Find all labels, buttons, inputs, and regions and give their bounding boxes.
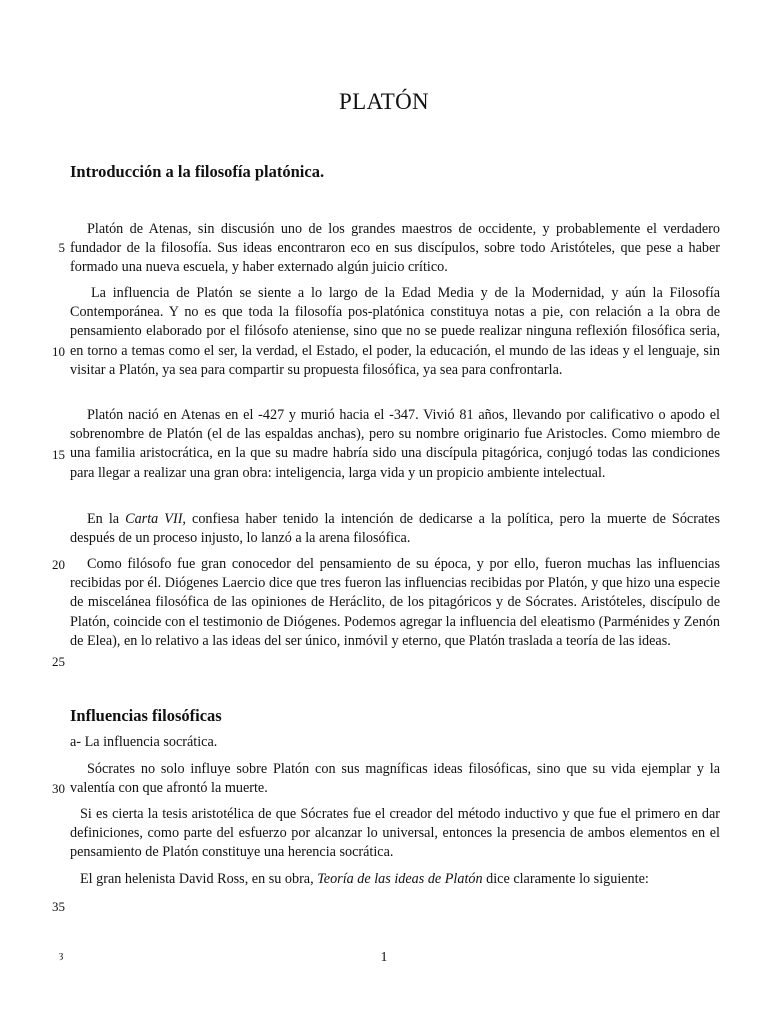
footer-mark: ȝ <box>59 949 64 961</box>
paragraph-socrates-2: Si es cierta la tesis aristotélica de que Sócrates fue el creador del método inductivo y que fue el primero en dar definiciones, como parte del esfuerzo por alcanzar lo universal, entonces la presencia de ambos elementos en el pensamiento de Platón constituye una herencia socrática. <box>70 806 720 861</box>
line-number: 15 <box>52 447 65 462</box>
line-number: 30 <box>52 781 65 796</box>
carta-vii-title: Carta VII <box>125 511 183 527</box>
section-heading-introduccion: Introducción a la filosofía platónica. <box>70 162 325 181</box>
paragraph-intro-1: Platón de Atenas, sin discusión uno de los grandes maestros de occidente, y probablemente el verdadero fundador de la filosofía. Sus ideas encontraron eco en sus discípulos, sobre todo Aristóteles, que pese a haber formado una nueva escuela, y haber externado algún juicio crítico. <box>70 221 720 276</box>
paragraph-intro-3: Platón nació en Atenas en el -427 y murió hacia el -347. Vivió 81 años, llevando por calificativo o apodo el sobrenombre de Platón (el de las espaldas anchas), pero su nombre originario fue Aristocles. Como miembro de una familia aristocrática, en la que su madre habría sido una discípula pitagórica, conjugó todas las condiciones para llegar a realizar una gran obra: inteligencia, larga vida y un propicio ambiente intelectual. <box>70 407 720 481</box>
document-title: PLATÓN <box>339 89 429 114</box>
paragraph-intro-4-text-b: , confiesa haber tenido la intención de dedicarse a la política, pero la muerte de Sócrates después de un proceso injusto, lo lanzó a la arena filosófica. <box>70 511 720 547</box>
section-heading-influencias: Influencias filosóficas <box>70 706 222 725</box>
subheading-influencia-socratica: a- La influencia socrática. <box>70 734 218 750</box>
paragraph-intro-4-text-a: En la <box>87 511 126 527</box>
ross-book-title: Teoría de las ideas de Platón <box>317 871 483 887</box>
paragraph-socrates-1: Sócrates no solo influye sobre Platón con sus magníficas ideas filosóficas, sino que su vida ejemplar y la valentía con que afrontó la muerte. <box>70 761 720 797</box>
paragraph-intro-2: La influencia de Platón se siente a lo largo de la Edad Media y de la Modernidad, y aún la Filosofía Contemporánea. Y no es que toda la filosofía pos-platónica constituya notas a pie, con relación a la obra de pensamiento elaborado por el filósofo ateniense, sino que no se puede realizar ninguna reflexión filosófica seria, en torno a temas como el ser, la verdad, el Estado, el poder, la educación, el mundo de las ideas y el lenguaje, sin visitar a Platón, ya sea para compartir su propuesta filosófica, ya sea para confrontarla. <box>70 285 720 378</box>
paragraph-socrates-3-text-b: dice claramente lo siguiente: <box>482 871 649 887</box>
line-number: 10 <box>52 344 65 359</box>
paragraph-intro-4 <box>70 510 720 548</box>
paragraph-intro-5: Como filósofo fue gran conocedor del pensamiento de su época, y por ello, fueron muchas las influencias recibidas por él. Diógenes Laercio dice que tres fueron las influencias recibidas por Platón, y que hizo una especie de miscelánea filosófica de las opiniones de Heráclito, de los pitagóricos y de Sócrates. Aristóteles, discípulo de Platón, coincide con el testimonio de Diógenes. Podemos agregar la influencia del eleatismo (Parménides y Zenón de Elea), en lo relativo a las ideas del ser único, inmóvil y eterno, que Platón traslada a teoría de las ideas. <box>70 556 720 649</box>
line-number: 35 <box>52 899 65 914</box>
line-number: 5 <box>58 240 65 255</box>
page-number: 1 <box>380 950 388 965</box>
paragraph-socrates-3 <box>70 870 720 889</box>
line-number: 25 <box>52 654 65 669</box>
paragraph-socrates-3-text-a: El gran helenista David Ross, en su obra, <box>80 871 318 887</box>
line-number: 20 <box>52 557 65 572</box>
